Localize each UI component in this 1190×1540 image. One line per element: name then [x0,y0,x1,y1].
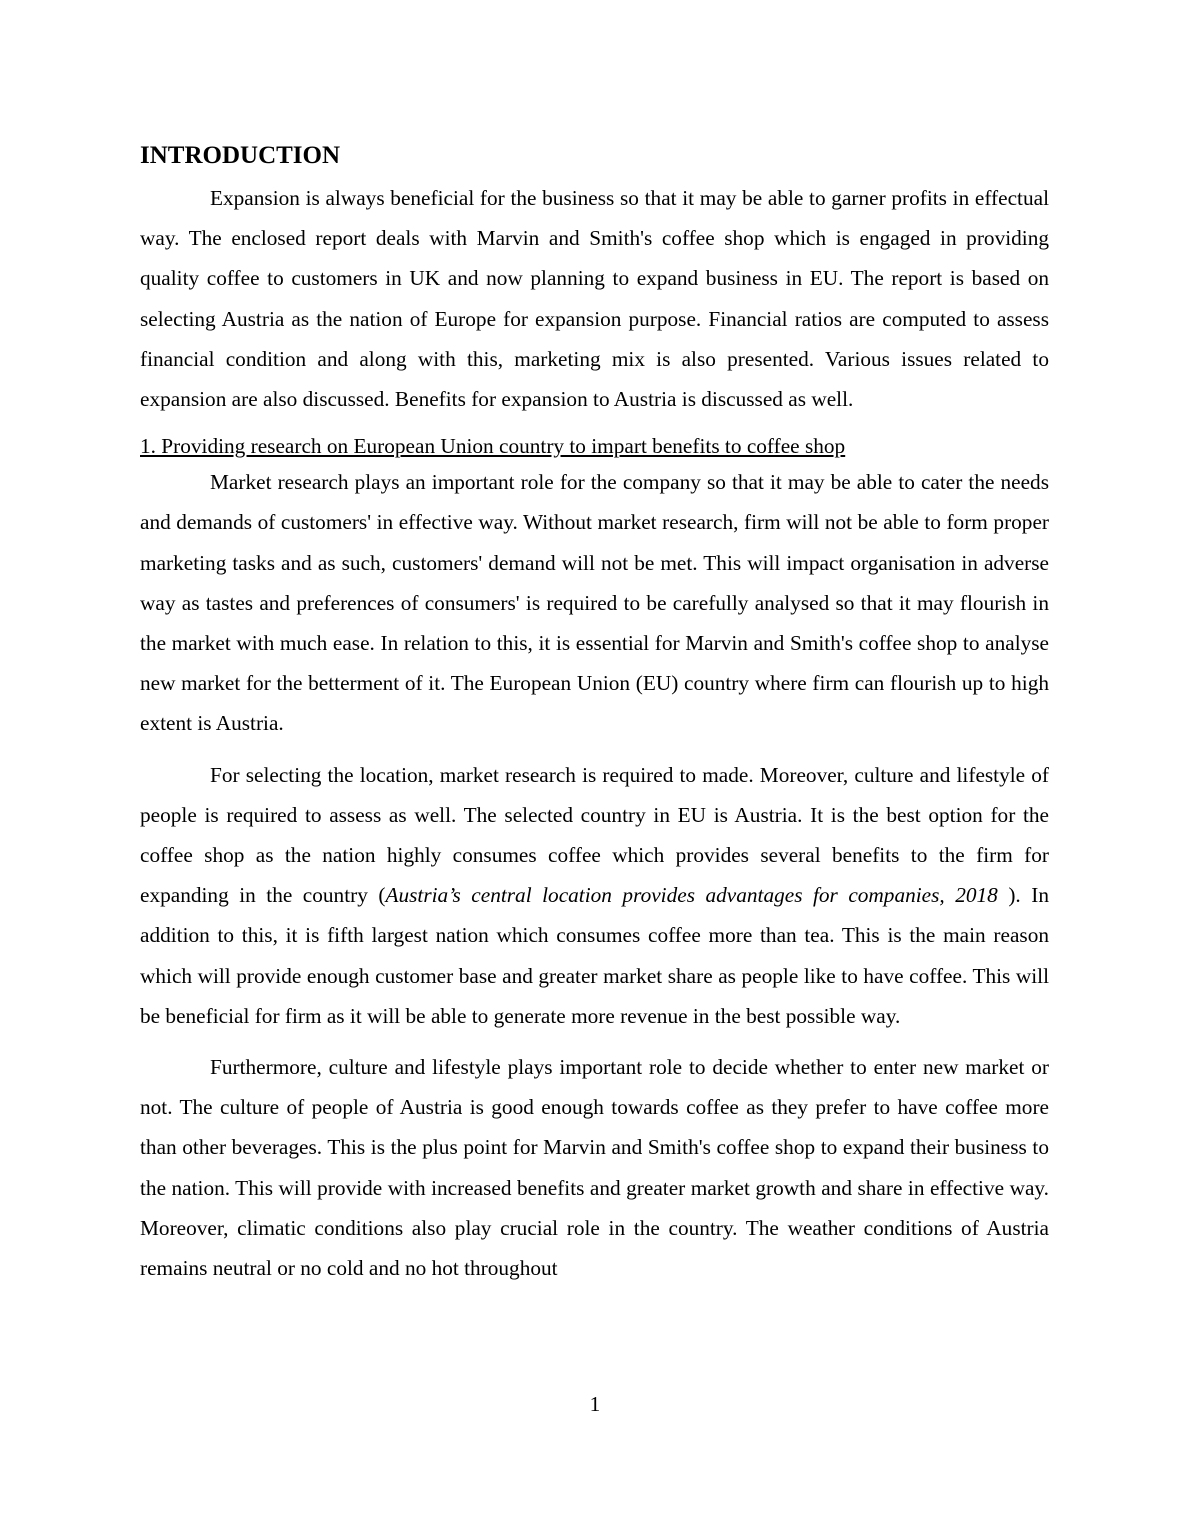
section-1-paragraph-3: Furthermore, culture and lifestyle plays important role to decide whether to enter new market or not. The culture of people of Austria is good enough towards coffee as they prefer to have coffee more than other beverages. This is the plus point for Marvin and Smith's coffee shop to expand their business to the nation. This will provide with increased benefits and greater market growth and share in effective way. Moreover, climatic conditions also play crucial role in the country. The weather conditions of Austria remains neutral or no cold and no hot throughout [140,1055,1049,1281]
paragraph-2-text-start: For selecting the location, market research is required to made. Moreover, culture and lifestyle of people is required to assess as well. The selected country in EU is Austria. It is the best option for the coffee shop as the nation highly consumes coffee which provides several benefits to the firm for expanding in the country ( [140,762,1049,908]
section-1-heading: 1. Providing research on European Union country to impart benefits to coffee shop [140,434,846,459]
section-1-paragraph-2 [140,755,1049,1036]
intro-paragraph: Expansion is always beneficial for the business so that it may be able to garner profits in effectual way. The enclosed report deals with Marvin and Smith's coffee shop which is engaged in providing quality coffee to customers in UK and now planning to expand business in EU. The report is based on selecting Austria as the nation of Europe for expansion purpose. Financial ratios are computed to assess financial condition and along with this, marketing mix is also presented. Various issues related to expansion are also discussed. Benefits for expansion to Austria is discussed as well. [140,186,1049,412]
section-1-paragraph-1: Market research plays an important role for the company so that it may be able to cater the needs and demands of customers' in effective way. Without market research, firm will not be able to form proper marketing tasks and as such, customers' demand will not be met. This will impact organisation in adverse way as tastes and preferences of consumers' is required to be carefully analysed so that it may flourish in the market with much ease. In relation to this, it is essential for Marvin and Smith's coffee shop to analyse new market for the betterment of it. The European Union (EU) country where firm can flourish up to high extent is Austria. [140,470,1049,736]
citation: Austria’s central location provides advantages for companies, 2018 [385,883,998,908]
page-number: 1 [589,1392,601,1416]
paragraph-2-text-end: ). In addition to this, it is fifth largest nation which consumes coffee more than tea. This is the main reason which will provide enough customer base and greater market share as people like to have coffee. This will be beneficial for firm as it will be able to generate more revenue in the best possible way. [140,883,1049,1028]
page-content [140,138,1049,1299]
introduction-heading: INTRODUCTION [140,142,341,169]
